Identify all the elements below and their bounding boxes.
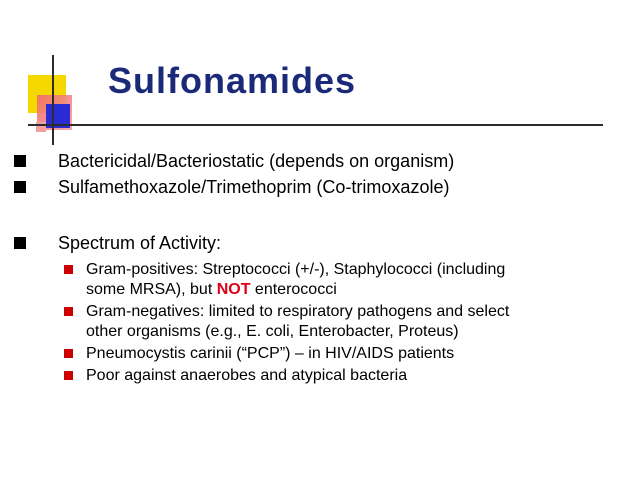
square-bullet-icon [64, 265, 73, 274]
decor-vertical-line [52, 55, 54, 145]
square-bullet-icon [64, 371, 73, 380]
slide-title: Sulfonamides [108, 60, 357, 101]
title-underline [28, 124, 603, 126]
sub-bullet-text: Poor against anaerobes and atypical bacteria [86, 367, 408, 384]
emphasis-not: NOT [216, 281, 251, 298]
bullet-text: Bactericidal/Bacteriostatic (depends on organism) [58, 151, 455, 171]
square-bullet-icon [64, 307, 73, 316]
square-bullet-icon [64, 349, 73, 358]
sub-bullet-continuation: other organisms (e.g., E. coli, Enterobacter, Proteus) [86, 323, 459, 340]
bullet-text: Sulfamethoxazole/Trimethoprim (Co-trimoxazole) [58, 177, 450, 197]
square-bullet-icon [14, 155, 26, 167]
sub-bullet-text: Gram-positives: Streptococci (+/-), Staphylococci (including [86, 261, 506, 278]
sub-bullet-continuation [86, 280, 337, 299]
sub-bullet-text: enterococci [250, 281, 337, 298]
sub-bullet-text: Pneumocystis carinii (“PCP”) – in HIV/AIDS patients [86, 345, 455, 362]
square-bullet-icon [14, 181, 26, 193]
square-bullet-icon [14, 237, 26, 249]
bullet-text: Spectrum of Activity: [58, 233, 222, 253]
sub-bullet-text: some MRSA), but [86, 281, 217, 298]
sub-bullet-text: Gram-negatives: limited to respiratory pathogens and select [86, 303, 510, 320]
